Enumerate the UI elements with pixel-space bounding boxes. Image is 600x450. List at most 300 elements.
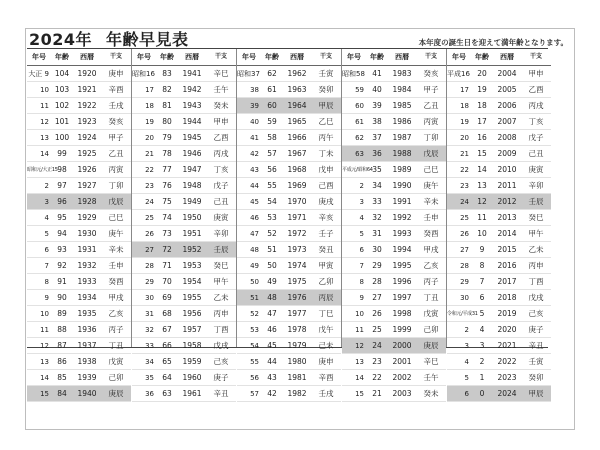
age-cell: 32 bbox=[372, 213, 382, 222]
eto-cell: 乙酉 bbox=[528, 85, 544, 94]
year-cell: 1939 bbox=[77, 373, 97, 382]
era-cell: 12 bbox=[355, 341, 364, 350]
eto-cell: 乙未 bbox=[213, 293, 229, 302]
table-row bbox=[132, 290, 236, 306]
era-cell: 29 bbox=[145, 277, 154, 286]
table-row bbox=[237, 82, 341, 98]
age-header: 年齢 bbox=[160, 53, 174, 61]
eto-cell: 丁丑 bbox=[423, 293, 439, 302]
era-header: 年号 bbox=[347, 53, 361, 61]
year-cell: 2017 bbox=[497, 277, 517, 286]
era-cell: 26 bbox=[460, 229, 469, 238]
age-cell: 78 bbox=[162, 149, 172, 158]
table-row bbox=[237, 258, 341, 274]
era-cell: 11 bbox=[40, 101, 49, 110]
table-row bbox=[27, 114, 131, 130]
year-cell: 1987 bbox=[392, 133, 412, 142]
eto-cell: 甲子 bbox=[108, 133, 124, 142]
eto-cell: 乙丑 bbox=[423, 101, 439, 110]
table-row bbox=[27, 98, 131, 114]
eto-cell: 庚申 bbox=[318, 357, 334, 366]
year-cell: 2014 bbox=[497, 229, 517, 238]
eto-cell: 甲戌 bbox=[423, 245, 439, 254]
eto-cell: 己亥 bbox=[528, 309, 544, 318]
eto-header: 干支 bbox=[424, 53, 437, 60]
table-row bbox=[237, 162, 341, 178]
year-cell: 1925 bbox=[77, 149, 97, 158]
era-cell: 14 bbox=[40, 373, 49, 382]
age-cell: 16 bbox=[477, 133, 487, 142]
table-row bbox=[237, 354, 341, 370]
year-cell: 2020 bbox=[497, 325, 517, 334]
year-cell: 2003 bbox=[392, 389, 412, 398]
table-row bbox=[342, 306, 446, 322]
year-cell: 1974 bbox=[287, 261, 307, 270]
age-cell: 51 bbox=[267, 245, 277, 254]
year-cell: 1923 bbox=[77, 117, 97, 126]
eto-cell: 丙申 bbox=[213, 309, 229, 318]
eto-cell: 辛未 bbox=[108, 245, 124, 254]
era-cell: 34 bbox=[145, 357, 154, 366]
table-row bbox=[237, 338, 341, 354]
year-cell: 2022 bbox=[497, 357, 517, 366]
table-row bbox=[447, 290, 551, 306]
year-header: 西暦 bbox=[80, 53, 94, 61]
era-cell: 22 bbox=[460, 165, 469, 174]
table-row bbox=[447, 274, 551, 290]
table-row bbox=[132, 386, 236, 402]
age-cell: 61 bbox=[267, 85, 277, 94]
table-row bbox=[447, 98, 551, 114]
era-cell: 6 bbox=[464, 389, 469, 398]
era-cell: 10 bbox=[355, 309, 364, 318]
era-cell: 29 bbox=[460, 277, 469, 286]
era-cell: 14 bbox=[355, 373, 364, 382]
table-row bbox=[237, 194, 341, 210]
year-cell: 1966 bbox=[287, 133, 307, 142]
era-cell: 43 bbox=[250, 165, 259, 174]
age-cell: 37 bbox=[372, 133, 382, 142]
era-cell: 60 bbox=[355, 101, 364, 110]
era-cell: 21 bbox=[460, 149, 469, 158]
age-note: 本年度の誕生日を迎えて満年齢となります。 bbox=[418, 38, 568, 47]
eto-cell: 癸酉 bbox=[423, 229, 439, 238]
year-cell: 1933 bbox=[77, 277, 97, 286]
table-row bbox=[27, 146, 131, 162]
age-cell: 69 bbox=[162, 293, 172, 302]
era-cell: 12 bbox=[40, 341, 49, 350]
age-cell: 89 bbox=[57, 309, 67, 318]
year-cell: 1997 bbox=[392, 293, 412, 302]
year-cell: 1958 bbox=[182, 341, 202, 350]
table-row bbox=[132, 242, 236, 258]
table-row bbox=[447, 258, 551, 274]
age-cell: 23 bbox=[372, 357, 382, 366]
year-cell: 1943 bbox=[182, 101, 202, 110]
year-cell: 1998 bbox=[392, 309, 412, 318]
table-row bbox=[237, 274, 341, 290]
age-cell: 48 bbox=[267, 293, 277, 302]
table-row bbox=[447, 226, 551, 242]
eto-cell: 辛卯 bbox=[213, 229, 229, 238]
era-cell: 7 bbox=[44, 261, 49, 270]
eto-cell: 戊辰 bbox=[108, 197, 124, 206]
era-cell: 24 bbox=[145, 197, 154, 206]
year-cell: 1993 bbox=[392, 229, 412, 238]
era-cell: 31 bbox=[145, 309, 154, 318]
table-row bbox=[132, 370, 236, 386]
era-cell: 62 bbox=[355, 133, 364, 142]
year-cell: 1988 bbox=[392, 149, 412, 158]
age-cell: 65 bbox=[162, 357, 172, 366]
age-cell: 67 bbox=[162, 325, 172, 334]
age-cell: 46 bbox=[267, 325, 277, 334]
table-block-3 bbox=[236, 49, 341, 398]
eto-cell: 丁卯 bbox=[423, 133, 439, 142]
year-cell: 1994 bbox=[392, 245, 412, 254]
age-cell: 84 bbox=[57, 389, 67, 398]
eto-cell: 庚午 bbox=[423, 181, 439, 190]
year-cell: 1949 bbox=[182, 197, 202, 206]
year-cell: 1935 bbox=[77, 309, 97, 318]
eto-header: 干支 bbox=[529, 53, 542, 60]
era-cell: 4 bbox=[44, 213, 49, 222]
age-cell: 6 bbox=[479, 293, 485, 302]
eto-cell: 庚子 bbox=[213, 373, 229, 382]
table-row bbox=[447, 370, 551, 386]
table-row bbox=[132, 130, 236, 146]
era-cell: 2 bbox=[464, 325, 469, 334]
eto-cell: 壬辰 bbox=[213, 245, 229, 254]
eto-cell: 庚申 bbox=[108, 69, 124, 78]
table-row bbox=[342, 66, 446, 82]
era-cell: 12 bbox=[40, 117, 49, 126]
year-cell: 2018 bbox=[497, 293, 517, 302]
table-row bbox=[132, 146, 236, 162]
table-row bbox=[342, 242, 446, 258]
eto-cell: 丙子 bbox=[423, 277, 439, 286]
era-cell: 36 bbox=[145, 389, 154, 398]
age-cell: 75 bbox=[162, 197, 172, 206]
age-cell: 88 bbox=[57, 325, 67, 334]
eto-cell: 壬寅 bbox=[528, 357, 544, 366]
age-cell: 76 bbox=[162, 181, 172, 190]
year-cell: 1970 bbox=[287, 197, 307, 206]
age-cell: 54 bbox=[267, 197, 277, 206]
eto-header: 干支 bbox=[109, 53, 122, 60]
era-cell: 昭和58 bbox=[342, 69, 365, 78]
eto-cell: 壬午 bbox=[213, 85, 229, 94]
age-cell: 41 bbox=[372, 69, 382, 78]
age-cell: 5 bbox=[479, 309, 485, 318]
year-cell: 2023 bbox=[497, 373, 517, 382]
era-cell: 41 bbox=[250, 133, 259, 142]
eto-cell: 壬寅 bbox=[318, 69, 334, 78]
age-cell: 7 bbox=[479, 277, 485, 286]
year-cell: 1971 bbox=[287, 213, 307, 222]
eto-cell: 癸未 bbox=[423, 389, 439, 398]
age-cell: 22 bbox=[372, 373, 382, 382]
year-cell: 1952 bbox=[182, 245, 202, 254]
year-cell: 2009 bbox=[497, 149, 517, 158]
era-cell: 3 bbox=[359, 197, 364, 206]
title-year: 2024年 bbox=[29, 30, 93, 49]
table-row bbox=[27, 178, 131, 194]
eto-cell: 丁亥 bbox=[528, 117, 544, 126]
year-cell: 2015 bbox=[497, 245, 517, 254]
table-row bbox=[447, 322, 551, 338]
eto-cell: 庚辰 bbox=[423, 341, 439, 350]
eto-cell: 甲戌 bbox=[108, 293, 124, 302]
year-header: 西暦 bbox=[185, 53, 199, 61]
age-cell: 99 bbox=[57, 149, 67, 158]
table-row bbox=[447, 146, 551, 162]
era-cell: 32 bbox=[145, 325, 154, 334]
eto-cell: 癸卯 bbox=[318, 85, 334, 94]
table-block-5 bbox=[446, 49, 551, 398]
age-cell: 90 bbox=[57, 293, 67, 302]
table-row bbox=[342, 274, 446, 290]
table-row bbox=[342, 98, 446, 114]
eto-cell: 丙戌 bbox=[528, 101, 544, 110]
eto-cell: 丙戌 bbox=[213, 149, 229, 158]
age-cell: 63 bbox=[162, 389, 172, 398]
table-row bbox=[132, 226, 236, 242]
age-cell: 100 bbox=[54, 133, 70, 142]
age-cell: 92 bbox=[57, 261, 67, 270]
age-cell: 39 bbox=[372, 101, 382, 110]
table-row bbox=[27, 386, 131, 402]
eto-cell: 壬戌 bbox=[318, 389, 334, 398]
eto-cell: 甲寅 bbox=[318, 261, 334, 270]
eto-cell: 庚午 bbox=[108, 229, 124, 238]
year-cell: 1940 bbox=[77, 389, 97, 398]
year-cell: 1948 bbox=[182, 181, 202, 190]
age-cell: 64 bbox=[162, 373, 172, 382]
year-cell: 1929 bbox=[77, 213, 97, 222]
age-cell: 98 bbox=[57, 165, 67, 174]
year-cell: 1937 bbox=[77, 341, 97, 350]
age-cell: 97 bbox=[57, 181, 67, 190]
year-cell: 2000 bbox=[392, 341, 412, 350]
year-cell: 1932 bbox=[77, 261, 97, 270]
table-row bbox=[27, 242, 131, 258]
eto-cell: 戊子 bbox=[528, 133, 544, 142]
year-cell: 1964 bbox=[287, 101, 307, 110]
table-row bbox=[447, 338, 551, 354]
eto-cell: 庚寅 bbox=[528, 165, 544, 174]
era-cell: 26 bbox=[145, 229, 154, 238]
table-row bbox=[342, 194, 446, 210]
year-cell: 1945 bbox=[182, 133, 202, 142]
table-row bbox=[27, 354, 131, 370]
table-row bbox=[132, 194, 236, 210]
eto-cell: 辛巳 bbox=[213, 69, 229, 78]
year-cell: 2005 bbox=[497, 85, 517, 94]
table-row bbox=[342, 290, 446, 306]
era-cell: 35 bbox=[145, 373, 154, 382]
eto-cell: 辛丑 bbox=[528, 341, 544, 350]
era-cell: 39 bbox=[250, 101, 259, 110]
era-cell: 23 bbox=[145, 181, 154, 190]
age-header: 年齢 bbox=[55, 53, 69, 61]
eto-cell: 乙卯 bbox=[318, 277, 334, 286]
age-cell: 80 bbox=[162, 117, 172, 126]
era-cell: 47 bbox=[250, 229, 259, 238]
eto-cell: 癸酉 bbox=[108, 277, 124, 286]
eto-cell: 甲辰 bbox=[528, 389, 544, 398]
year-cell: 1973 bbox=[287, 245, 307, 254]
age-cell: 59 bbox=[267, 117, 277, 126]
table-row bbox=[237, 242, 341, 258]
table-row bbox=[27, 274, 131, 290]
year-cell: 1989 bbox=[392, 165, 412, 174]
year-cell: 1934 bbox=[77, 293, 97, 302]
eto-cell: 癸亥 bbox=[108, 117, 124, 126]
table-row bbox=[132, 354, 236, 370]
era-cell: 13 bbox=[355, 357, 364, 366]
age-cell: 10 bbox=[477, 229, 487, 238]
age-cell: 45 bbox=[267, 341, 277, 350]
age-cell: 4 bbox=[479, 325, 485, 334]
era-cell: 38 bbox=[250, 85, 259, 94]
era-cell: 13 bbox=[40, 133, 49, 142]
year-cell: 1942 bbox=[182, 85, 202, 94]
age-cell: 73 bbox=[162, 229, 172, 238]
era-cell: 昭和37 bbox=[237, 69, 260, 78]
age-cell: 42 bbox=[267, 389, 277, 398]
year-cell: 1921 bbox=[77, 85, 97, 94]
era-cell: 61 bbox=[355, 117, 364, 126]
eto-cell: 甲申 bbox=[213, 117, 229, 126]
era-cell: 21 bbox=[145, 149, 154, 158]
year-cell: 1969 bbox=[287, 181, 307, 190]
age-cell: 102 bbox=[54, 101, 70, 110]
eto-cell: 乙丑 bbox=[108, 149, 124, 158]
eto-cell: 辛酉 bbox=[108, 85, 124, 94]
era-cell: 44 bbox=[250, 181, 259, 190]
era-cell: 大正 9 bbox=[28, 69, 49, 78]
era-cell: 63 bbox=[355, 149, 364, 158]
table-row bbox=[27, 130, 131, 146]
age-cell: 2 bbox=[479, 357, 485, 366]
era-cell: 11 bbox=[355, 325, 364, 334]
year-cell: 1950 bbox=[182, 213, 202, 222]
year-cell: 1995 bbox=[392, 261, 412, 270]
age-cell: 55 bbox=[267, 181, 277, 190]
table-row bbox=[447, 210, 551, 226]
eto-cell: 甲子 bbox=[423, 85, 439, 94]
eto-cell: 丁卯 bbox=[108, 181, 124, 190]
age-cell: 31 bbox=[372, 229, 382, 238]
age-table bbox=[27, 48, 548, 398]
age-cell: 44 bbox=[267, 357, 277, 366]
era-cell: 52 bbox=[250, 309, 259, 318]
era-cell: 3 bbox=[44, 197, 49, 206]
table-row bbox=[27, 306, 131, 322]
age-cell: 36 bbox=[372, 149, 382, 158]
table-row bbox=[342, 162, 446, 178]
era-cell: 42 bbox=[250, 149, 259, 158]
table-row bbox=[447, 242, 551, 258]
table-row bbox=[27, 322, 131, 338]
age-cell: 28 bbox=[372, 277, 382, 286]
table-row bbox=[342, 82, 446, 98]
year-cell: 1936 bbox=[77, 325, 97, 334]
era-cell: 10 bbox=[40, 309, 49, 318]
table-row bbox=[342, 146, 446, 162]
era-header: 年号 bbox=[452, 53, 466, 61]
era-cell: 30 bbox=[145, 293, 154, 302]
era-cell: 59 bbox=[355, 85, 364, 94]
age-cell: 66 bbox=[162, 341, 172, 350]
era-cell: 25 bbox=[145, 213, 154, 222]
age-cell: 85 bbox=[57, 373, 67, 382]
year-cell: 1931 bbox=[77, 245, 97, 254]
age-cell: 81 bbox=[162, 101, 172, 110]
age-cell: 38 bbox=[372, 117, 382, 126]
year-cell: 2021 bbox=[497, 341, 517, 350]
era-cell: 17 bbox=[145, 85, 154, 94]
table-row bbox=[447, 130, 551, 146]
eto-cell: 己巳 bbox=[108, 213, 124, 222]
era-cell: 19 bbox=[460, 117, 469, 126]
year-cell: 2019 bbox=[497, 309, 517, 318]
year-header: 西暦 bbox=[290, 53, 304, 61]
eto-cell: 丙申 bbox=[528, 261, 544, 270]
eto-cell: 己酉 bbox=[318, 181, 334, 190]
table-row bbox=[27, 258, 131, 274]
age-cell: 94 bbox=[57, 229, 67, 238]
table-row bbox=[132, 66, 236, 82]
title-text: 年齢早見表 bbox=[106, 30, 189, 49]
age-cell: 27 bbox=[372, 293, 382, 302]
table-row bbox=[237, 114, 341, 130]
eto-cell: 辛未 bbox=[423, 197, 439, 206]
year-cell: 1941 bbox=[182, 69, 202, 78]
table-row bbox=[132, 82, 236, 98]
age-cell: 52 bbox=[267, 229, 277, 238]
eto-cell: 癸丑 bbox=[318, 245, 334, 254]
age-cell: 71 bbox=[162, 261, 172, 270]
year-cell: 1951 bbox=[182, 229, 202, 238]
year-cell: 1999 bbox=[392, 325, 412, 334]
table-row bbox=[447, 386, 551, 402]
eto-cell: 甲午 bbox=[213, 277, 229, 286]
era-cell: 27 bbox=[460, 245, 469, 254]
eto-cell: 辛酉 bbox=[318, 373, 334, 382]
table-row bbox=[132, 98, 236, 114]
year-cell: 1955 bbox=[182, 293, 202, 302]
table-row bbox=[27, 338, 131, 354]
age-cell: 86 bbox=[57, 357, 67, 366]
age-cell: 103 bbox=[54, 85, 70, 94]
table-row bbox=[447, 194, 551, 210]
age-cell: 30 bbox=[372, 245, 382, 254]
age-header: 年齢 bbox=[265, 53, 279, 61]
age-cell: 11 bbox=[477, 213, 487, 222]
age-cell: 104 bbox=[54, 69, 70, 78]
age-cell: 34 bbox=[372, 181, 382, 190]
era-cell: 4 bbox=[464, 357, 469, 366]
year-cell: 1992 bbox=[392, 213, 412, 222]
table-row bbox=[237, 226, 341, 242]
age-cell: 15 bbox=[477, 149, 487, 158]
era-cell: 55 bbox=[250, 357, 259, 366]
year-cell: 2024 bbox=[497, 389, 517, 398]
age-header: 年齢 bbox=[370, 53, 384, 61]
eto-cell: 壬午 bbox=[423, 373, 439, 382]
